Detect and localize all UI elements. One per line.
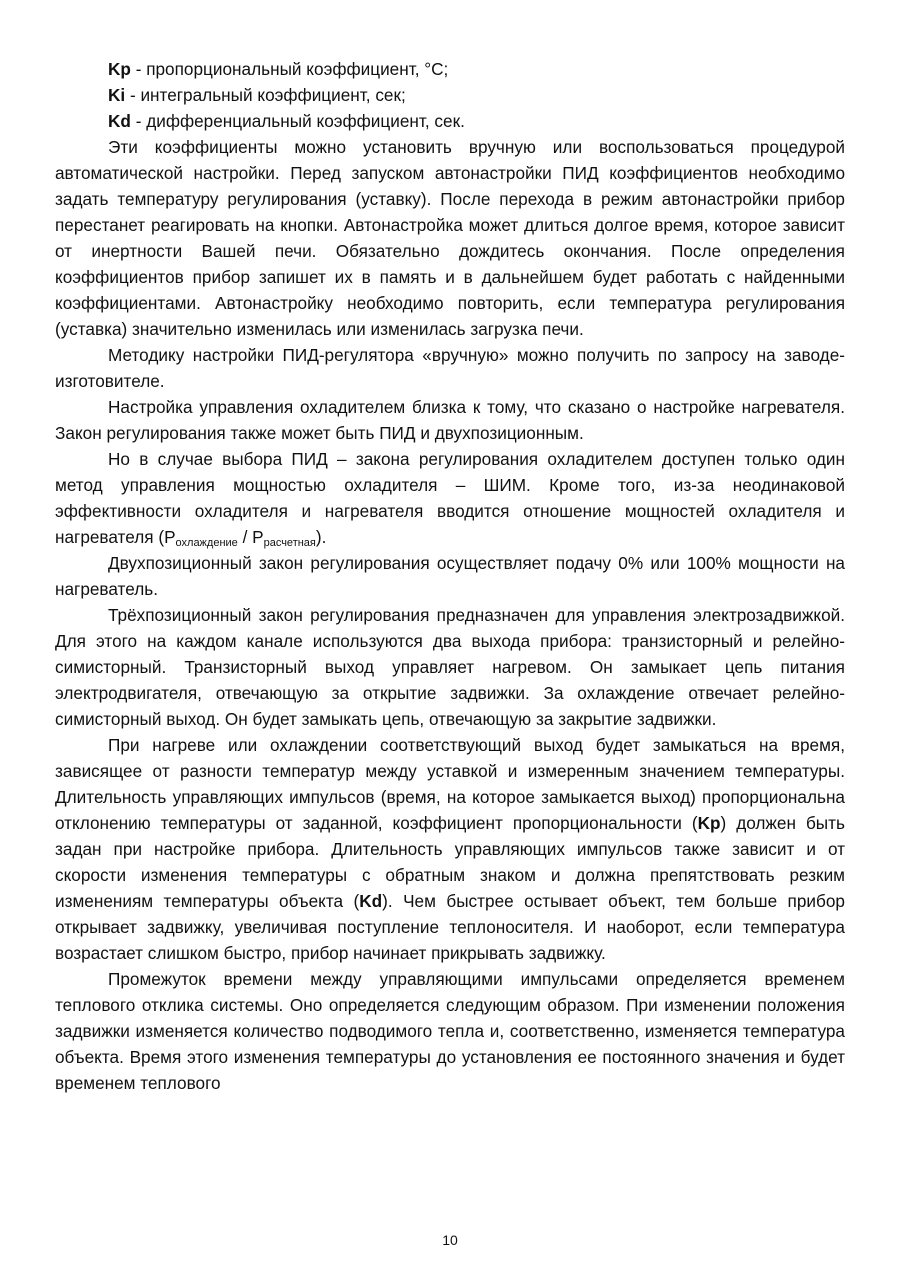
paragraph-two-position: Двухпозиционный закон регулирования осуществляет подачу 0% или 100% мощности на нагреватель. xyxy=(55,553,845,599)
subscript-cooling: охлаждение xyxy=(175,537,238,549)
term-kp-inline: Kp xyxy=(697,813,721,833)
document-body xyxy=(55,56,845,1096)
definition-kp-text: - пропорциональный коэффициент, °С; xyxy=(130,59,449,79)
term-kd: Kd xyxy=(108,111,131,131)
paragraph-pwm-text: Но в случае выбора ПИД – закона регулирования охладителем доступен только один метод управления мощностью охладителя – ШИМ. Кроме того, из-за неодинаковой эффективности охладителя и нагревателя вводится отношение мощностей охладителя и нагревателя ( xyxy=(55,449,845,547)
pulse-text-c: ). Чем быстрее остывает объект, тем больше прибор открывает задвижку, увеличивая поступление теплоносителя. И наоборот, если температура возрастает слишком быстро, прибор начинает прикрывать задвижку. xyxy=(55,891,845,963)
definition-kd xyxy=(55,108,845,134)
pulse-text-a: При нагреве или охлаждении соответствующий выход будет замыкаться на время, зависящее от разности температур между уставкой и измеренным значением температуры. Длительность управляющих импульсов (время, на которое замыкается выход) пропорциональна отклонению температуры от заданной, коэффициент пропорциональности ( xyxy=(55,735,845,833)
term-ki: Ki xyxy=(108,85,126,105)
definition-ki xyxy=(55,82,845,108)
term-kp: Kp xyxy=(108,59,131,79)
definition-kd-text: - дифференциальный коэффициент, сек. xyxy=(130,111,465,131)
pulse-text-b: ) должен быть задан при настройке прибора. Длительность управляющих импульсов также зависит и от скорости изменения температуры с обратным знаком и должна препятствовать резким изменениям температуры объекта ( xyxy=(55,813,845,911)
paragraph-cooler-setup: Настройка управления охладителем близка к тому, что сказано о настройке нагревателя. Закон регулирования также может быть ПИД и двухпозиционным. xyxy=(55,397,845,443)
paragraph-pulse-duration xyxy=(55,732,845,966)
term-kd-inline: Kd xyxy=(359,891,383,911)
ratio-end: ). xyxy=(315,527,327,547)
paragraph-response-time: Промежуток времени между управляющими импульсами определяется временем теплового отклика системы. Оно определяется следующим образом. При изменении положения задвижки изменяется количество подводимого тепла и, соответственно, изменяется температура объекта. Время этого изменения температуры до установления ее постоянного значения и будет временем теплового xyxy=(55,969,845,1093)
paragraph-manual-method: Методику настройки ПИД-регулятора «вручную» можно получить по запросу на заводе-изготовителе. xyxy=(55,345,845,391)
paragraph-autotune: Эти коэффициенты можно установить вручную или воспользоваться процедурой автоматической настройки. Перед запуском автонастройки ПИД коэффициентов необходимо задать температуру регулирования (уставку). После перехода в режим автонастройки прибор перестанет реагировать на кнопки. Автонастройка может длиться долгое время, которое зависит от инертности Вашей печи. Обязательно дождитесь окончания. После определения коэффициентов прибор запишет их в память и в дальнейшем будет работать с найденными коэффициентами. Автонастройку необходимо повторить, если температура регулирования (уставка) значительно изменилась или изменилась загрузка печи. xyxy=(55,137,845,339)
paragraph-three-position: Трёхпозиционный закон регулирования предназначен для управления электрозадвижкой. Для этого на каждом канале используются два выхода прибора: транзисторный и релейно-симисторный. Транзисторный выход управляет нагревом. Он замыкает цепь питания электродвигателя, отвечающую за открытие задвижки. За охлаждение отвечает релейно-симисторный выход. Он будет замыкать цепь, отвечающую за закрытие задвижки. xyxy=(55,605,845,729)
definition-ki-text: - интегральный коэффициент, сек; xyxy=(125,85,406,105)
ratio-slash: / xyxy=(237,527,253,547)
subscript-calculated: расчетная xyxy=(263,537,316,549)
power-symbol-calculated: P xyxy=(252,527,264,547)
paragraph-pwm xyxy=(55,446,845,550)
definition-kp xyxy=(55,56,845,82)
page-number: 10 xyxy=(442,1232,458,1248)
power-symbol-cooling: P xyxy=(164,527,176,547)
